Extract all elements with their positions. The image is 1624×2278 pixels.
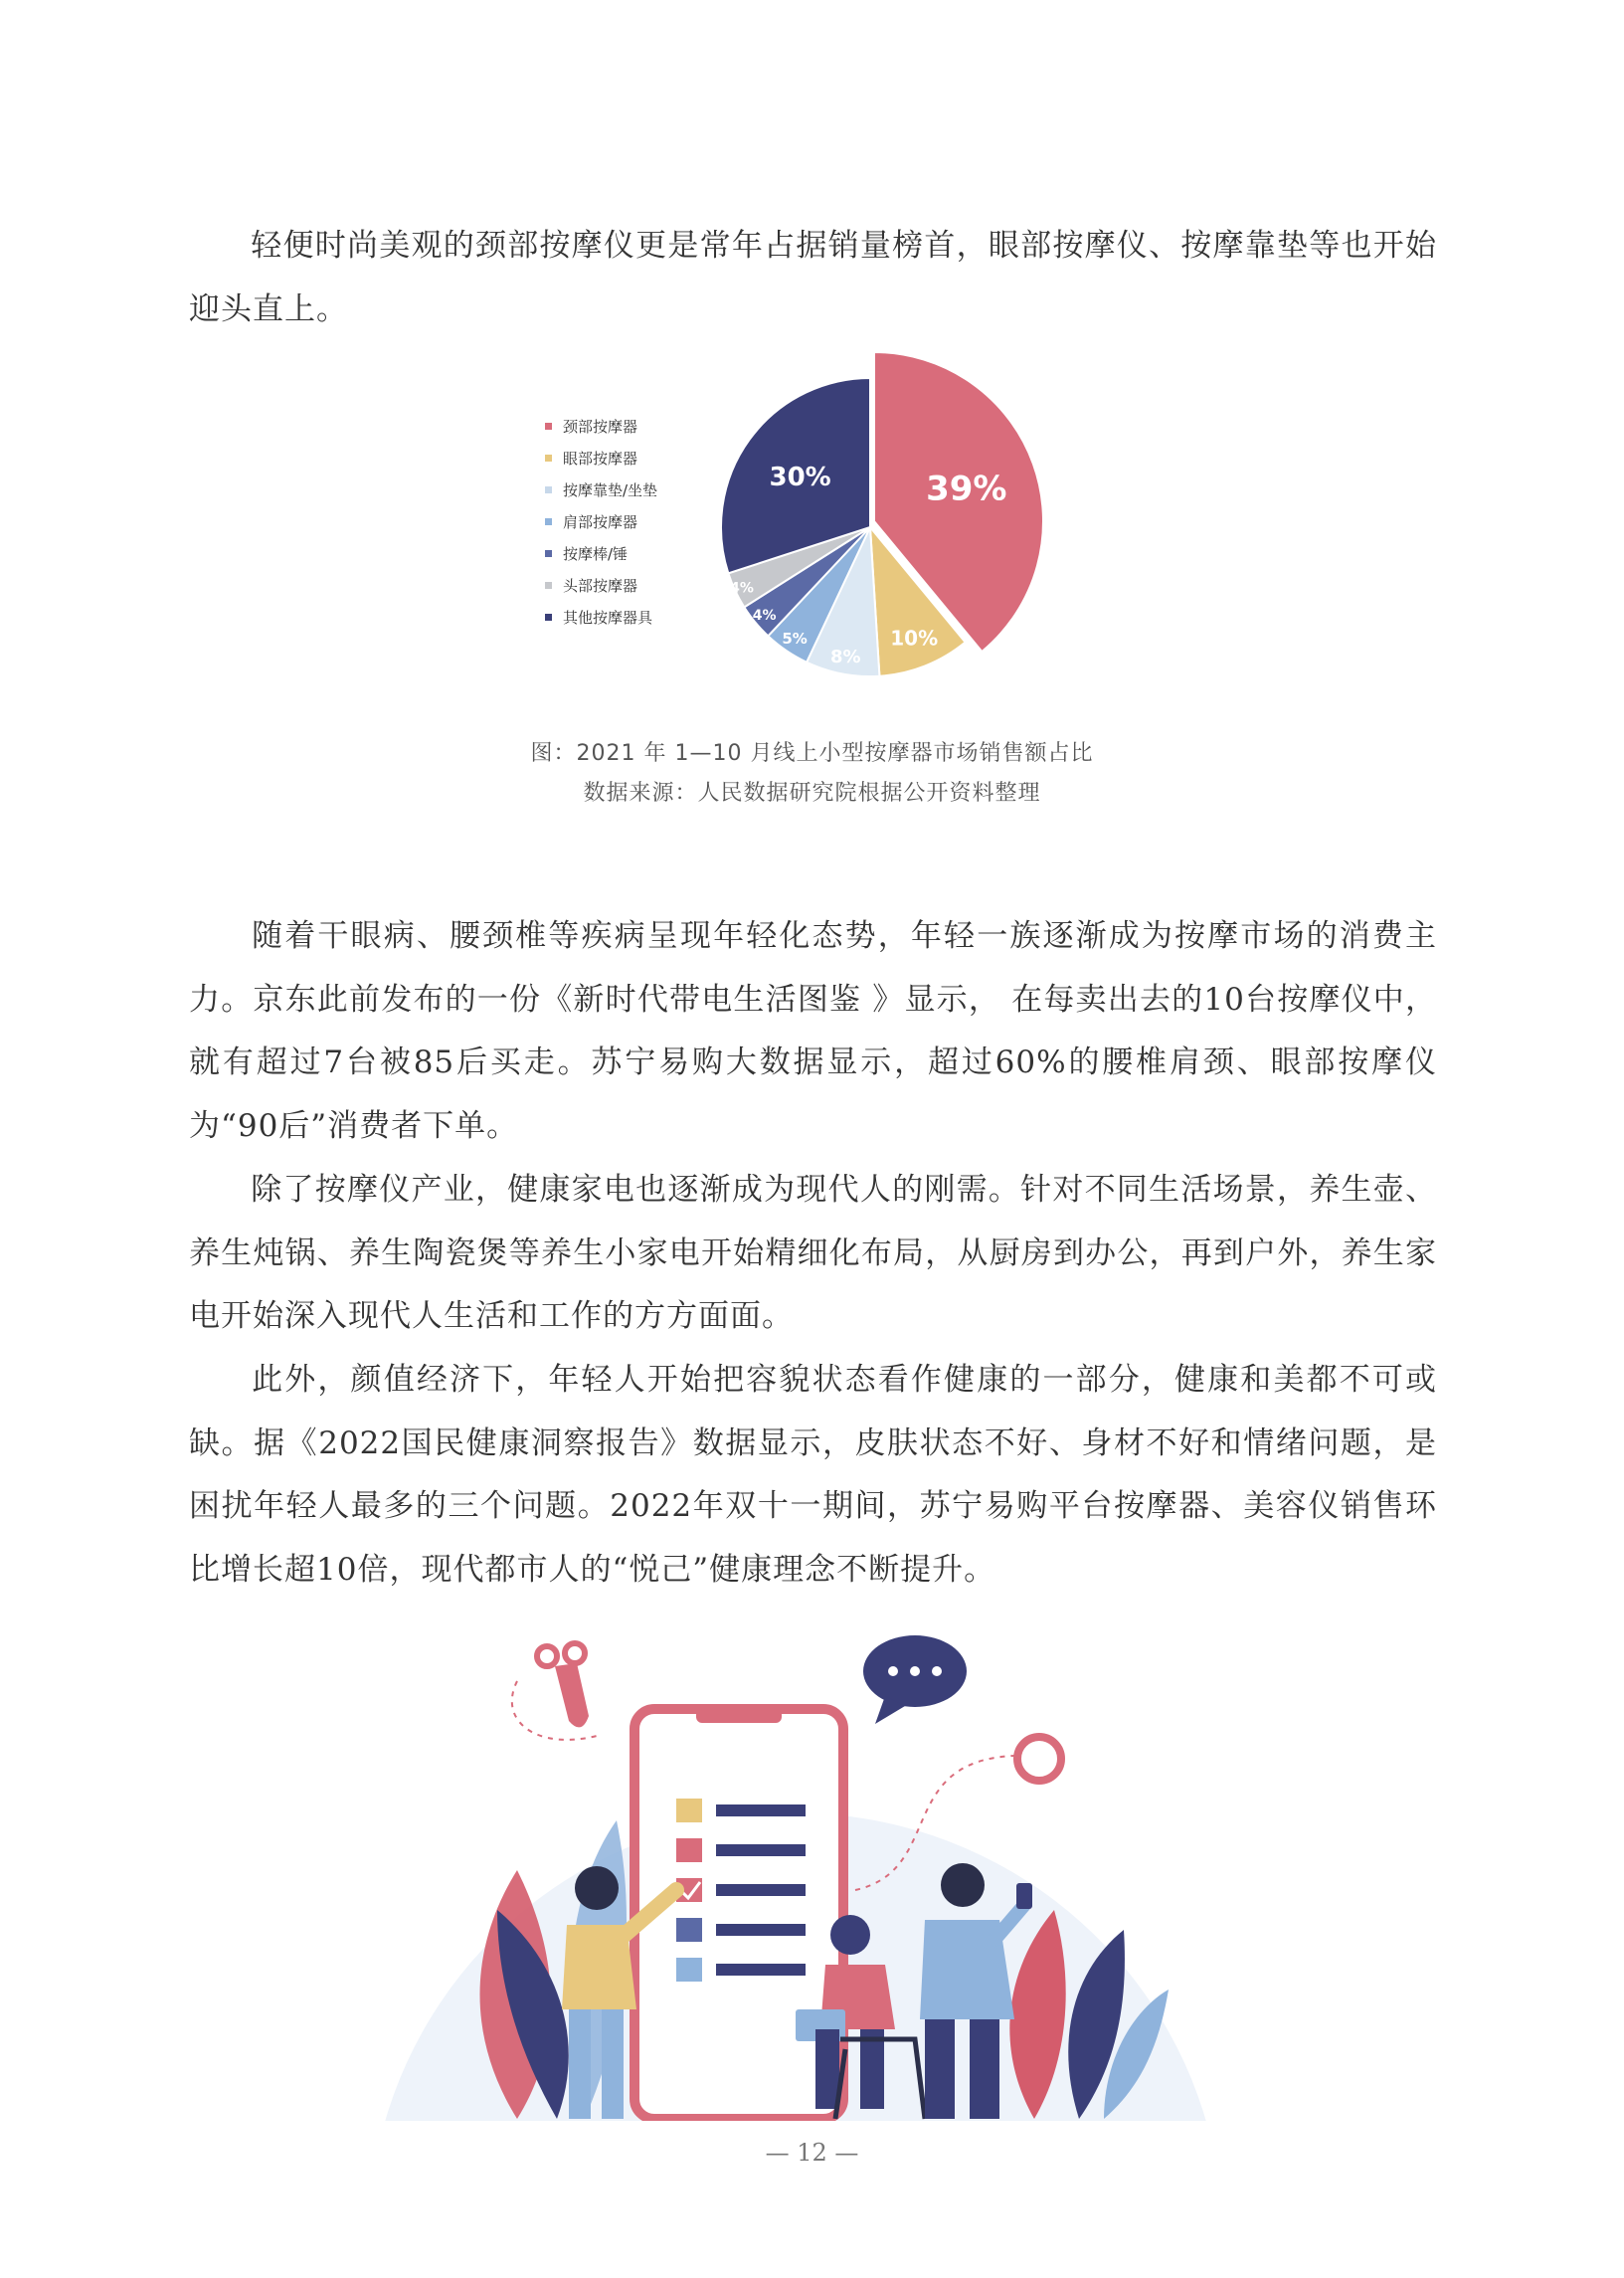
pie-label-1: 10%: [890, 626, 939, 651]
legend-label-0: 颈部按摩器: [563, 418, 638, 436]
legend-label-1: 眼部按摩器: [563, 450, 638, 468]
chart-title: 图：2021 年 1—10 月线上小型按摩器市场销售额占比: [530, 741, 1094, 766]
pie-label-6: 30%: [769, 462, 831, 492]
pie-label-2: 8%: [829, 646, 861, 667]
legend-label-3: 肩部按摩器: [563, 513, 638, 531]
pie-label-0: 39%: [926, 469, 1007, 509]
chart-source: 数据来源：人民数据研究院根据公开资料整理: [583, 781, 1041, 806]
legend-label-4: 按摩棒/锤: [563, 545, 629, 563]
paragraph-2-text: 随着干眼病、腰颈椎等疾病呈现年轻化态势，年轻一族逐渐成为按摩市场的消费主力。京东此前发布的一份《新时代带电生活图鉴 》显示， 在每卖出去的10台按摩仪中， 就有超过7台被85后买走。苏宁易购大数据显示，超过60%的腰椎肩颈、眼部按摩仪为“90后”消费者下单。: [189, 918, 1437, 1144]
legend-label-6: 其他按摩器具: [563, 609, 653, 627]
pie-label-4: 4%: [752, 607, 777, 624]
legend-label-2: 按摩靠垫/坐垫: [563, 481, 658, 499]
pie-label-5: 4%: [730, 580, 754, 597]
legend-label-5: 头部按摩器: [563, 577, 638, 595]
paragraph-1-text: 轻便时尚美观的颈部按摩仪更是常年占据销量榜首，眼部按摩仪、按摩靠垫等也开始迎头直上。: [189, 228, 1437, 327]
paragraph-3-text: 除了按摩仪产业，健康家电也逐渐成为现代人的刚需。针对不同生活场景，养生壶、养生炖锅、养生陶瓷煲等养生小家电开始精细化布局，从厨房到办公，再到户外，养生家电开始深入现代人生活和工作的方方面面。: [189, 1172, 1437, 1334]
pie-label-3: 5%: [782, 629, 808, 648]
page-number: — 12 —: [765, 2139, 859, 2167]
paragraph-4-text: 此外，颜值经济下，年轻人开始把容貌状态看作健康的一部分，健康和美都不可或缺。据《2022国民健康洞察报告》数据显示，皮肤状态不好、身材不好和情绪问题，是困扰年轻人最多的三个问题。2022年双十一期间，苏宁易购平台按摩器、美容仪销售环比增长超10倍，现代都市人的“悦己”健康理念不断提升。: [189, 1362, 1437, 1588]
